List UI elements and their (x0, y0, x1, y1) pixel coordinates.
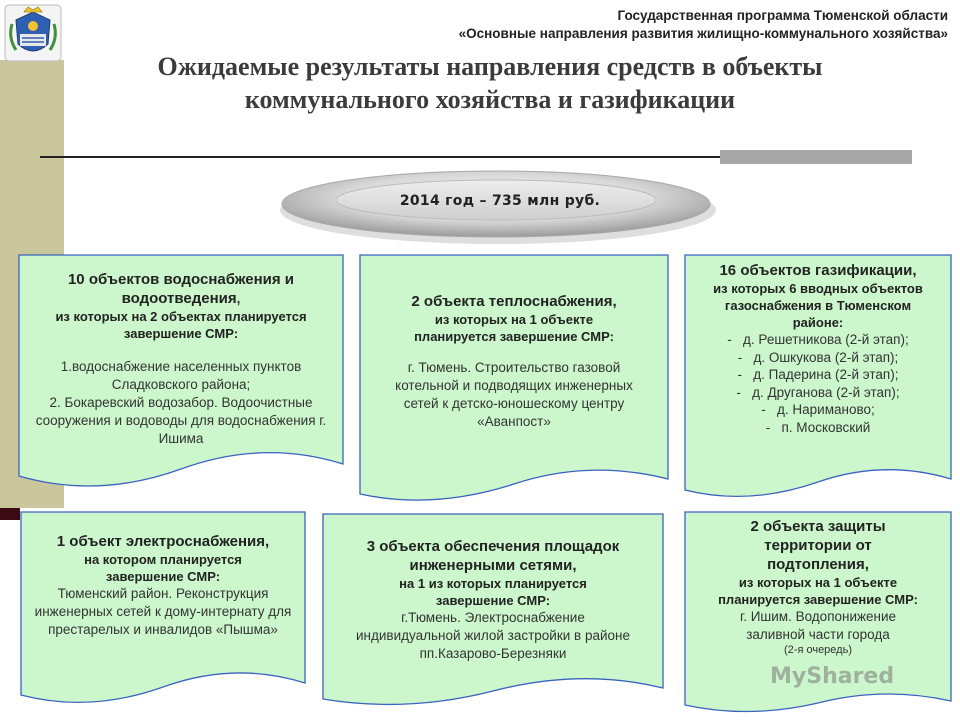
gas-list-item (692, 366, 944, 384)
card-water-supply (18, 254, 344, 504)
gas-village-name: д. Друганова (2-й этап); (752, 384, 900, 400)
list-bullet: - (737, 367, 742, 382)
card-power-supply (20, 511, 306, 711)
header-divider-accent (720, 150, 912, 164)
heat-subheading: из которых на 1 объекте планируется завершение СМР: (414, 312, 614, 344)
heat-heading: 2 объекта теплоснабжения, (411, 293, 617, 310)
gas-village-name: п. Московский (781, 419, 871, 435)
page-title (70, 50, 910, 116)
list-bullet: - (737, 349, 743, 365)
tyumen-coat-of-arms-icon (4, 4, 62, 62)
title-line1: Ожидаемые результаты направления средств в объекты (157, 52, 823, 81)
gas-list-item (692, 419, 944, 437)
program-name-line1: Государственная программа Тюменской области (617, 8, 948, 23)
sites-heading: 3 объекта обеспечения площадок инженерными сетями, (366, 538, 620, 574)
gas-village-name: д. Падерина (2-й этап); (753, 367, 899, 382)
title-line2: коммунального хозяйства и газификации (244, 85, 736, 114)
list-bullet: - (765, 419, 771, 435)
water-subheading: из которых на 2 объектах планируется завершение СМР: (55, 309, 307, 341)
gas-heading: 16 объектов газификации, (719, 262, 917, 279)
power-body: Тюменский район. Реконструкция инженерных сетей к дому-интернату для престарелых и инвалидов «Пышма» (34, 586, 292, 637)
list-bullet: - (761, 402, 766, 417)
flood-subheading: из которых на 1 объекте планируется завершение СМР: (718, 575, 918, 607)
flood-heading: 2 объекта защиты территории от подтопления, (750, 518, 886, 573)
water-heading-comma: , (236, 291, 241, 306)
water-heading-text: 10 объектов водоснабжения и водоотведения (67, 271, 295, 307)
program-name-line2: «Основные направления развития жилищно-коммунального хозяйства» (458, 26, 948, 41)
heat-body: г. Тюмень. Строительство газовой котельной и подводящих инженерных сетей к детско-юношескому центру «Аванпост» (395, 360, 633, 429)
gas-list-item (692, 349, 944, 367)
water-item-1: 1.водоснабжение населенных пунктов Сладковского района; (60, 359, 302, 392)
gas-village-name: д. Ошкукова (2-й этап); (753, 349, 899, 365)
left-band-accent (0, 508, 20, 520)
flood-body: г. Ишим. Водопонижение заливной части города (739, 609, 897, 642)
card-engineering-networks (322, 513, 664, 711)
gas-village-list (692, 331, 944, 436)
power-heading: 1 объект электроснабжения, (56, 533, 270, 550)
gas-village-name: д. Нариманово; (777, 402, 875, 417)
budget-amount: 2014 год – 735 млн руб. (399, 193, 601, 209)
watermark-logo: MyShared (770, 664, 895, 689)
gas-village-name: д. Решетникова (2-й этап); (743, 332, 909, 347)
gas-list-item (692, 401, 944, 419)
water-heading (30, 270, 332, 308)
flood-note: (2-я очередь) (784, 644, 852, 656)
list-bullet: - (736, 384, 741, 400)
gas-subheading: из которых 6 вводных объектов газоснабжения в Тюменском районе: (713, 281, 923, 330)
sites-body: г.Тюмень. Электроснабжение индивидуальной жилой застройки в районе пп.Казарово-Березняки (355, 610, 630, 661)
gas-list-item (692, 384, 944, 402)
power-subheading: на котором планируется завершение СМР: (84, 552, 242, 584)
card-gasification (684, 254, 952, 504)
sites-subheading: на 1 из которых планируется завершение СМР: (399, 576, 587, 608)
list-bullet: - (727, 332, 732, 347)
gas-list-item (692, 331, 944, 349)
water-item-2: 2. Бокаревский водозабор. Водоочистные сооружения и водоводы для водоснабжения г. Ишима (35, 395, 327, 446)
card-heat-supply (359, 254, 669, 510)
